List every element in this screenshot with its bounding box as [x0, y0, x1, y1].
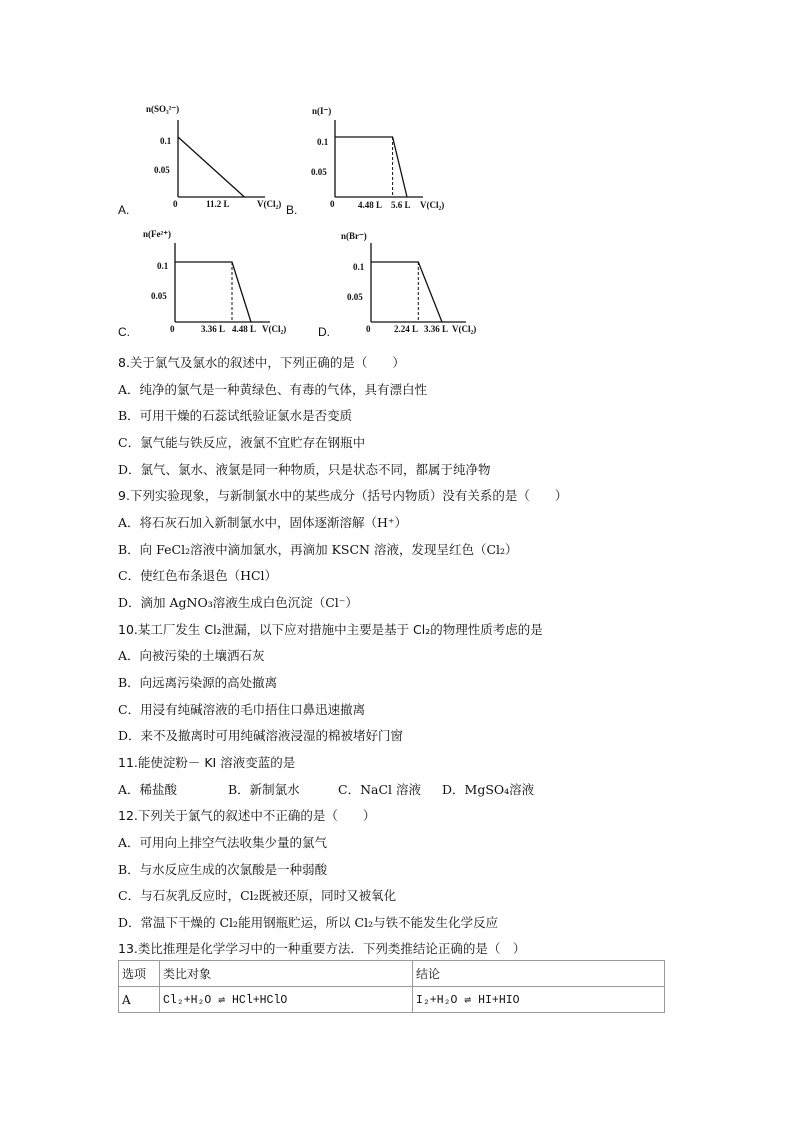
- question-9-option-d: D．滴加 AgNO₃溶液生成白色沉淀（Cl⁻）: [118, 595, 358, 610]
- question-11-option-b: B．新制氯水: [228, 782, 300, 797]
- graph-b-xlabel: V(Cl₂): [420, 200, 445, 210]
- graph-d-ylabel: n(Br⁻): [341, 231, 367, 241]
- question-8-stem: 8.关于氯气及氯水的叙述中，下列正确的是（ ）: [118, 355, 405, 370]
- graph-b-ylabel: n(I⁻): [312, 106, 332, 116]
- question-8-option-c: C．氯气能与铁反应，液氯不宜贮存在钢瓶中: [118, 435, 366, 450]
- graph-b-series-line: [335, 137, 407, 197]
- graph-c-svg: [140, 225, 300, 337]
- graph-c-xtick-1: 4.48 L: [232, 324, 257, 334]
- question-10-stem: 10.某工厂发生 Cl₂泄漏，以下应对措施中主要是基于 Cl₂的物理性质考虑的是: [118, 622, 543, 637]
- graph-a-xtick-0: 11.2 L: [206, 199, 230, 209]
- graph-d-svg: [338, 225, 498, 337]
- table-cell: Cl₂+H₂O ⇌ HCl+HClO: [160, 987, 413, 1013]
- question-8-option-d: D．氯气、氯水、液氯是同一种物质，只是状态不同，都属于纯净物: [118, 462, 491, 477]
- graph-b-ytick-1: 0.05: [311, 167, 327, 177]
- question-11-option-c: C．NaCl 溶液: [338, 782, 421, 797]
- question-9-option-a: A．将石灰石加入新制氯水中，固体逐渐溶解（H⁺）: [118, 515, 408, 530]
- graph-d-option-label: D.: [318, 325, 330, 339]
- question-12-option-a: A．可用向上排空气法收集少量的氯气: [118, 835, 328, 850]
- graph-a-ytick-0: 0.1: [160, 136, 172, 146]
- graph-a-series-line: [178, 137, 244, 197]
- table-cell: A: [119, 987, 160, 1013]
- graph-d-xlabel: V(Cl₂): [452, 324, 477, 334]
- question-11-option-a: A．稀盐酸: [118, 782, 178, 797]
- question-9-stem: 9.下列实验现象，与新制氯水中的某些成分（括号内物质）没有关系的是（ ）: [118, 488, 568, 503]
- graph-c-option-label: C.: [118, 325, 130, 339]
- graph-a: [140, 100, 280, 212]
- graph-d-ytick-1: 0.05: [347, 292, 363, 302]
- graph-b-svg: [308, 100, 458, 212]
- question-10-option-d: D．来不及撤离时可用纯碱溶液浸湿的棉被堵好门窗: [118, 728, 404, 743]
- question-11-option-d: D．MgSO₄溶液: [442, 782, 535, 797]
- question-9-option-c: C．使红色布条退色（HCl）: [118, 568, 278, 583]
- graph-a-xlabel: V(Cl₂): [257, 199, 282, 209]
- table-header-cell: 结论: [413, 961, 665, 987]
- graph-c-series-line: [175, 262, 251, 322]
- table-row: [119, 987, 665, 1013]
- question-12-option-d: D．常温下干燥的 Cl₂能用钢瓶贮运，所以 Cl₂与铁不能发生化学反应: [118, 915, 499, 930]
- question-12-stem: 12.下列关于氯气的叙述中不正确的是（ ）: [118, 808, 376, 823]
- graph-a-option-label: A.: [118, 203, 130, 217]
- graph-c: [140, 225, 300, 337]
- graph-d-origin: 0: [366, 324, 371, 334]
- graph-b-xtick-1: 5.6 L: [391, 200, 411, 210]
- question-12-option-c: C．与石灰乳反应时，Cl₂既被还原，同时又被氧化: [118, 888, 397, 903]
- graph-b-xtick-0: 4.48 L: [358, 200, 383, 210]
- graph-d-ytick-0: 0.1: [353, 262, 365, 272]
- graph-b-option-label: B.: [286, 203, 298, 217]
- graph-b-origin: 0: [330, 199, 335, 209]
- graph-d: [338, 225, 498, 337]
- graph-a-ytick-1: 0.05: [154, 165, 170, 175]
- graph-c-ylabel: n(Fe²⁺): [143, 229, 171, 239]
- graph-c-ytick-0: 0.1: [157, 261, 169, 271]
- question-10-option-c: C．用浸有纯碱溶液的毛巾捂住口鼻迅速撤离: [118, 702, 366, 717]
- question-8-option-b: B．可用干燥的石蕊试纸验证氯水是否变质: [118, 408, 353, 423]
- graph-c-xtick-0: 3.36 L: [201, 324, 226, 334]
- graph-a-svg: [140, 100, 280, 212]
- question-8-option-a: A．纯净的氯气是一种黄绿色、有毒的气体，具有漂白性: [118, 382, 428, 397]
- question-10-option-a: A．向被污染的土壤洒石灰: [118, 648, 265, 663]
- table-header-cell: 类比对象: [160, 961, 413, 987]
- graph-d-xtick-0: 2.24 L: [394, 324, 419, 334]
- graph-c-xlabel: V(Cl₂): [262, 324, 287, 334]
- graph-a-ylabel: n(SO₃²⁻): [146, 104, 180, 114]
- question-12-option-b: B．与水反应生成的次氯酸是一种弱酸: [118, 862, 328, 877]
- graph-a-origin: 0: [173, 199, 178, 209]
- graph-c-origin: 0: [170, 324, 175, 334]
- graph-b-ytick-0: 0.1: [317, 137, 329, 147]
- question-10-option-b: B．向远离污染源的高处撤离: [118, 675, 278, 690]
- graph-d-xtick-1: 3.36 L: [424, 324, 449, 334]
- graph-d-series-line: [371, 262, 442, 322]
- table-header-row: [119, 961, 665, 987]
- question-13-table: [118, 960, 665, 1013]
- table-header-cell: 选项: [119, 961, 160, 987]
- table-cell: I₂+H₂O ⇌ HI+HIO: [413, 987, 665, 1013]
- question-11-stem: 11.能使淀粉－ KI 溶液变蓝的是: [118, 755, 296, 770]
- question-9-option-b: B．向 FeCl₂溶液中滴加氯水，再滴加 KSCN 溶液，发现呈红色（Cl₂）: [118, 542, 518, 557]
- question-13-stem: 13.类比推理是化学学习中的一种重要方法．下列类推结论正确的是（ ）: [118, 941, 526, 956]
- graph-c-ytick-1: 0.05: [151, 291, 167, 301]
- graph-b: [308, 100, 458, 212]
- question-11-options: [118, 782, 534, 798]
